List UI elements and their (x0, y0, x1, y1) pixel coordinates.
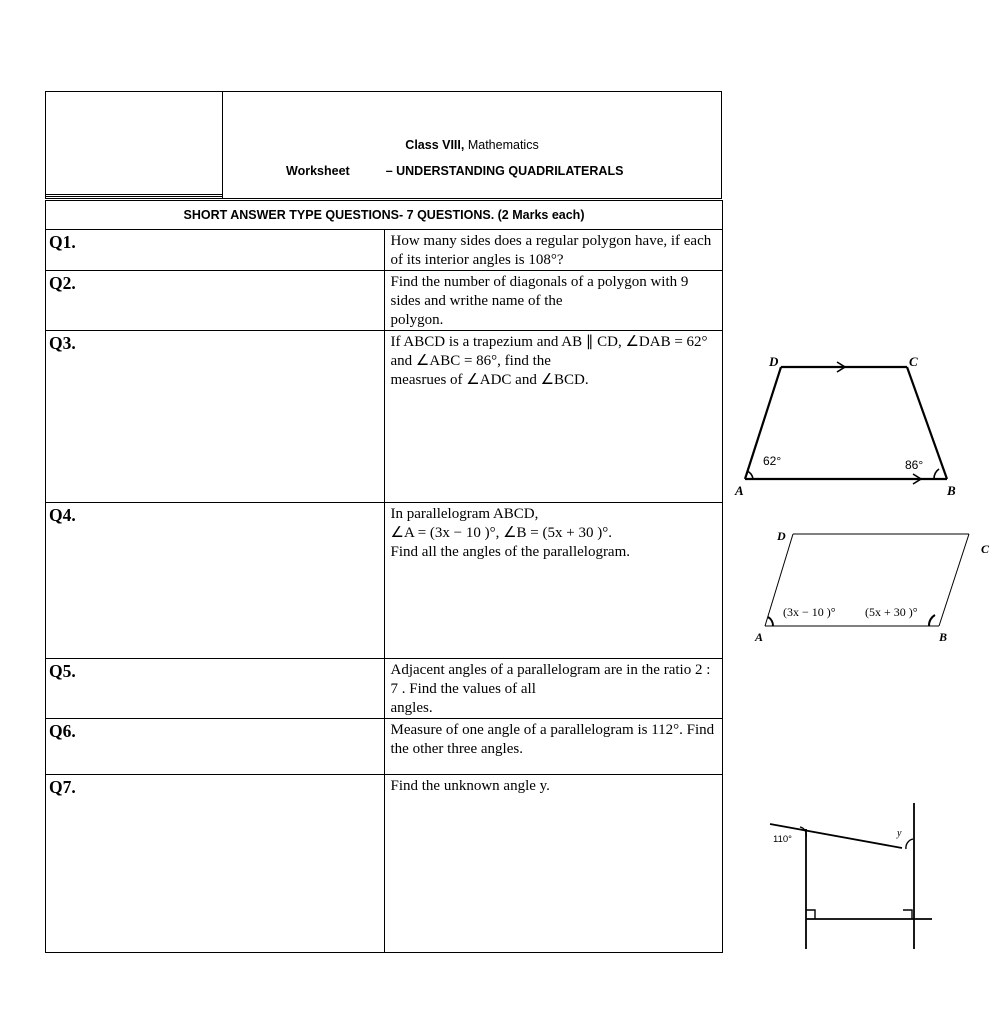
trapezium-label-c: C (908, 354, 918, 369)
question-text (384, 659, 723, 719)
question-row (46, 271, 723, 331)
question-number: Q7. (46, 775, 385, 953)
question-line: measrues of ∠ADC and ∠BCD. (390, 372, 589, 388)
trapezium-label-b: B (946, 483, 956, 498)
trapezium-angle-b: 86° (904, 458, 923, 472)
parallelogram-angle-b: (5x + 30 )° (864, 605, 918, 619)
question-number: Q6. (46, 719, 385, 775)
question-line: angles. (390, 700, 433, 716)
trapezium-label-a: A (734, 483, 744, 498)
question-text (384, 230, 723, 271)
question-line: Find the unknown angle y. (390, 778, 550, 794)
question-row (46, 775, 723, 953)
question-row (46, 719, 723, 775)
question-row (46, 331, 723, 503)
question-line: ∠A = (3x − 10 )°, ∠B = (5x + 30 )°. (390, 525, 612, 541)
question-text (384, 271, 723, 331)
angle-unknown-label: y (896, 828, 901, 839)
question-row (46, 659, 723, 719)
question-line: polygon. (390, 312, 444, 328)
parallelogram-figure (743, 527, 993, 645)
parallelogram-label-a: A (754, 630, 763, 644)
question-row (46, 230, 723, 271)
logo-underline (46, 194, 223, 197)
angle-figure (760, 799, 950, 951)
question-line: Measure of one angle of a parallelogram is 112°. Find the other three angles. (390, 722, 715, 757)
question-line: If ABCD is a trapezium and AB ∥ CD, ∠DAB = 62° and ∠ABC = 86°, find the (390, 334, 708, 369)
worksheet-label: Worksheet (286, 164, 350, 178)
question-line: Find all the angles of the parallelogram. (390, 544, 631, 560)
worksheet-title: – UNDERSTANDING QUADRILATERALS (385, 164, 624, 178)
question-line: How many sides does a regular polygon have, if each of its interior angles is 108°? (390, 233, 712, 268)
worksheet-title-line (286, 164, 623, 178)
parallelogram-label-d: D (776, 529, 786, 543)
question-line: In parallelogram ABCD, (390, 506, 539, 522)
parallelogram-label-c: C (980, 542, 989, 556)
questions-table (45, 200, 989, 953)
parallelogram-angle-a: (3x − 10 )° (782, 605, 836, 619)
trapezium-figure (725, 354, 965, 498)
question-line: Find the number of diagonals of a polygon with 9 sides and writhe name of the (390, 274, 689, 309)
trapezium-angle-a: 62° (762, 454, 781, 468)
question-number: Q4. (46, 503, 385, 659)
logo-cell (46, 92, 223, 198)
class-subject-line (223, 138, 721, 152)
question-row (46, 503, 723, 659)
question-text (384, 331, 956, 503)
question-number: Q5. (46, 659, 385, 719)
trapezium-label-d: D (768, 354, 778, 369)
question-number: Q1. (46, 230, 385, 271)
question-number: Q3. (46, 331, 385, 503)
question-line: Adjacent angles of a parallelogram are in the ratio 2 : 7 . Find the values of all (390, 662, 711, 697)
section-title: SHORT ANSWER TYPE QUESTIONS- 7 QUESTIONS. (2 Marks each) (46, 201, 723, 230)
angle-given-label: 110° (772, 834, 792, 845)
question-text (384, 775, 901, 953)
worksheet-header (45, 91, 722, 199)
question-number: Q2. (46, 271, 385, 331)
class-label: Class VIII, (405, 138, 465, 152)
subject-label: Mathematics (464, 138, 539, 152)
question-text (384, 719, 723, 775)
parallelogram-label-b: B (938, 630, 947, 644)
question-text (384, 503, 989, 659)
